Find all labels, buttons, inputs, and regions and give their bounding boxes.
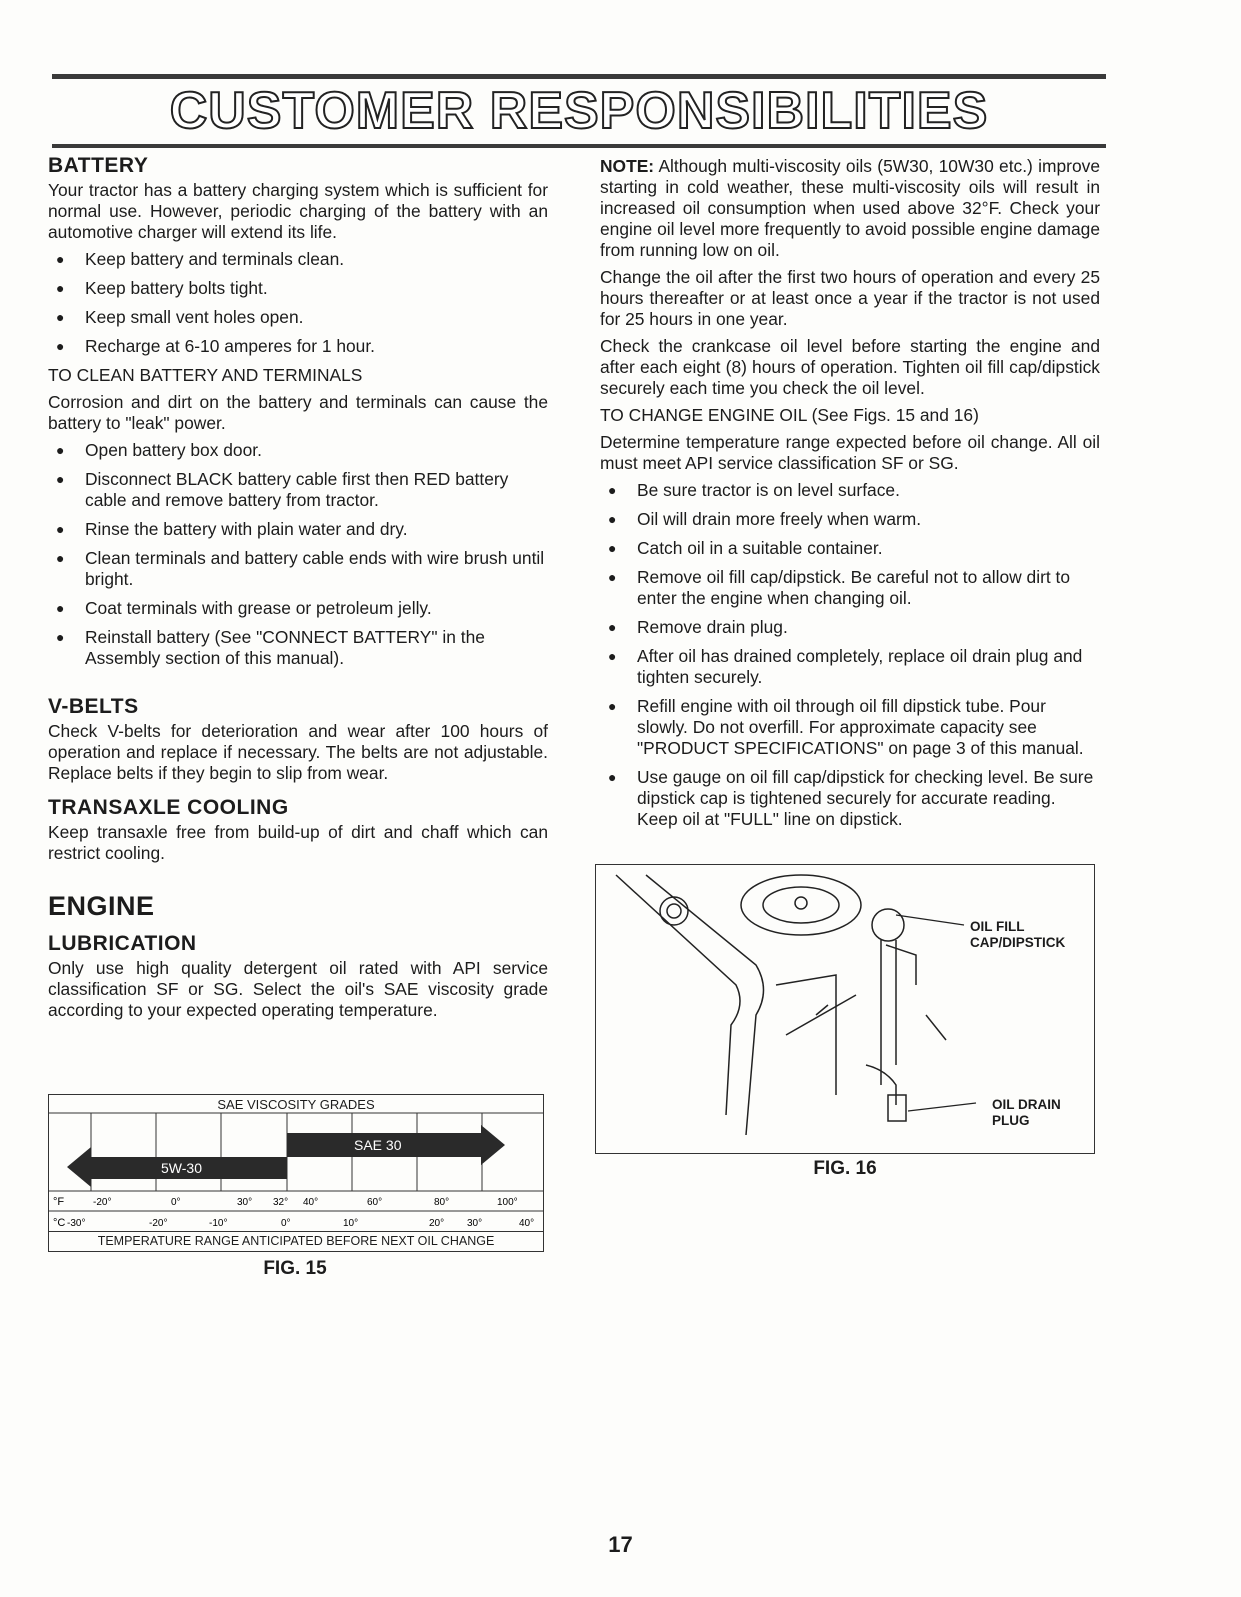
list-item: ● Be sure tractor is on level surface. [608,480,900,500]
clean-battery-intro: Corrosion and dirt on the battery and terminals can cause the battery to "leak" power. [48,392,548,433]
list-item: ● Remove drain plug. [608,617,788,637]
list-item: ● Keep battery and terminals clean. [56,249,345,269]
page-title: CUSTOMER RESPONSIBILITIES [169,82,989,140]
engine-oil-illustration [595,864,1095,1154]
lubrication-text: Only use high quality detergent oil rated with API service classification SF or SG. Select the oil's SAE viscosity grade according to your expected operating temperature. [48,958,548,1020]
vbelts-heading: V-BELTS [48,695,139,718]
vbelts-text: Check V-belts for deterioration and wear after 100 hours of operation and replace if necessary. The belts are not adjustable. Replace belts if they begin to slip from wear. [48,721,548,783]
top-rule [52,74,1106,79]
determine-text: Determine temperature range expected before oil change. All oil must meet API service classification SF or SG. [600,432,1100,473]
viscosity-bars [49,1095,543,1231]
list-item: ● After oil has drained completely, replace oil drain plug and tighten securely. [608,646,1083,687]
sae-viscosity-chart [48,1094,544,1252]
list-item: ● Refill engine with oil through oil fill dipstick tube. Pour slowly. Do not overfill. For approximate capacity see "PRODUCT SPECIFICATIONS" on page 3 of this manual. [608,696,1084,758]
list-item: ● Open battery box door. [56,440,262,460]
f-tick: 100° [497,1197,518,1208]
battery-heading: BATTERY [48,154,149,177]
c-tick: 10° [343,1218,359,1229]
clean-battery-heading: TO CLEAN BATTERY AND TERMINALS [48,365,363,385]
change-oil-text: Change the oil after the first two hours of operation and every 25 hours thereafter or at least once a year if the tractor is not used for 25 hours in one year. [600,267,1100,329]
chart-title: SAE VISCOSITY GRADES [217,1097,375,1112]
c-tick: -20° [149,1218,168,1229]
fig16-caption: FIG. 16 [813,1158,877,1179]
c-tick: 40° [519,1218,535,1229]
c-tick: -30° [67,1218,86,1229]
list-item: ● Reinstall battery (See "CONNECT BATTERY" in the Assembly section of this manual). [56,627,485,668]
sae30-label: SAE 30 [354,1137,402,1153]
list-item: ● Keep small vent holes open. [56,307,304,327]
right-column [600,156,1100,838]
5w30-label: 5W-30 [161,1160,202,1176]
engine-heading: ENGINE [48,891,155,921]
note-label: NOTE: [600,156,655,176]
f-tick: 30° [237,1197,253,1208]
f-tick: 0° [171,1197,181,1208]
chart-footer: TEMPERATURE RANGE ANTICIPATED BEFORE NEXT OIL CHANGE [49,1231,543,1250]
change-oil-bullets [600,480,1100,830]
c-tick: -10° [209,1218,228,1229]
change-oil-heading: TO CHANGE ENGINE OIL (See Figs. 15 and 16) [600,405,979,425]
list-item: ● Keep battery bolts tight. [56,278,268,298]
oil-drain-callout: OIL DRAIN PLUG [992,1097,1061,1128]
f-tick: 32° [273,1197,289,1208]
left-column [48,152,548,1027]
list-item: ● Rinse the battery with plain water and dry. [56,519,408,539]
list-item: ● Catch oil in a suitable container. [608,538,883,558]
title-bottom-rule [52,144,1106,148]
list-item: ● Clean terminals and battery cable ends with wire brush until bright. [56,548,545,589]
c-tick: 0° [281,1218,291,1229]
f-tick: 60° [367,1197,383,1208]
battery-bullets [48,249,548,357]
c-tick: 30° [467,1218,483,1229]
battery-intro: Your tractor has a battery charging system which is sufficient for normal use. However, periodic charging of the battery with an automotive charger will extend its life. [48,180,548,242]
clean-battery-bullets [48,440,548,669]
f-tick: 40° [303,1197,319,1208]
oil-fill-callout: OIL FILL CAP/DIPSTICK [970,919,1066,950]
list-item: ● Remove oil fill cap/dipstick. Be careful not to allow dirt to enter the engine when changing oil. [608,567,1071,608]
f-tick: -20° [93,1197,112,1208]
note-paragraph: NOTE: Although multi-viscosity oils (5W30, 10W30 etc.) improve starting in cold weather, these multi-viscosity oils will result in increased oil consumption when used above 32°F. Check your engine oil level more frequently to avoid possible engine damage from running low on oil. [600,156,1100,260]
list-item: ● Use gauge on oil fill cap/dipstick for checking level. Be sure dipstick cap is tightened securely for accurate reading. Keep oil at "FULL" line on dipstick. [608,767,1094,829]
list-item: ● Oil will drain more freely when warm. [608,509,922,529]
list-item: ● Coat terminals with grease or petroleum jelly. [56,598,432,618]
check-oil-text: Check the crankcase oil level before starting the engine and after each eight (8) hours of operation. Tighten oil fill cap/dipstick securely each time you check the oil level. [600,336,1100,398]
f-tick: 80° [434,1197,450,1208]
lubrication-heading: LUBRICATION [48,932,197,955]
list-item: ● Recharge at 6-10 amperes for 1 hour. [56,336,376,356]
fig15-caption: FIG. 15 [263,1258,327,1279]
c-unit: °C [53,1217,66,1229]
transaxle-text: Keep transaxle free from build-up of dirt and chaff which can restrict cooling. [48,822,548,863]
c-tick: 20° [429,1218,445,1229]
page-number: 17 [608,1532,633,1557]
list-item: ● Disconnect BLACK battery cable first then RED battery cable and remove battery from tractor. [56,469,509,510]
transaxle-heading: TRANSAXLE COOLING [48,796,289,819]
f-unit: °F [53,1196,65,1208]
